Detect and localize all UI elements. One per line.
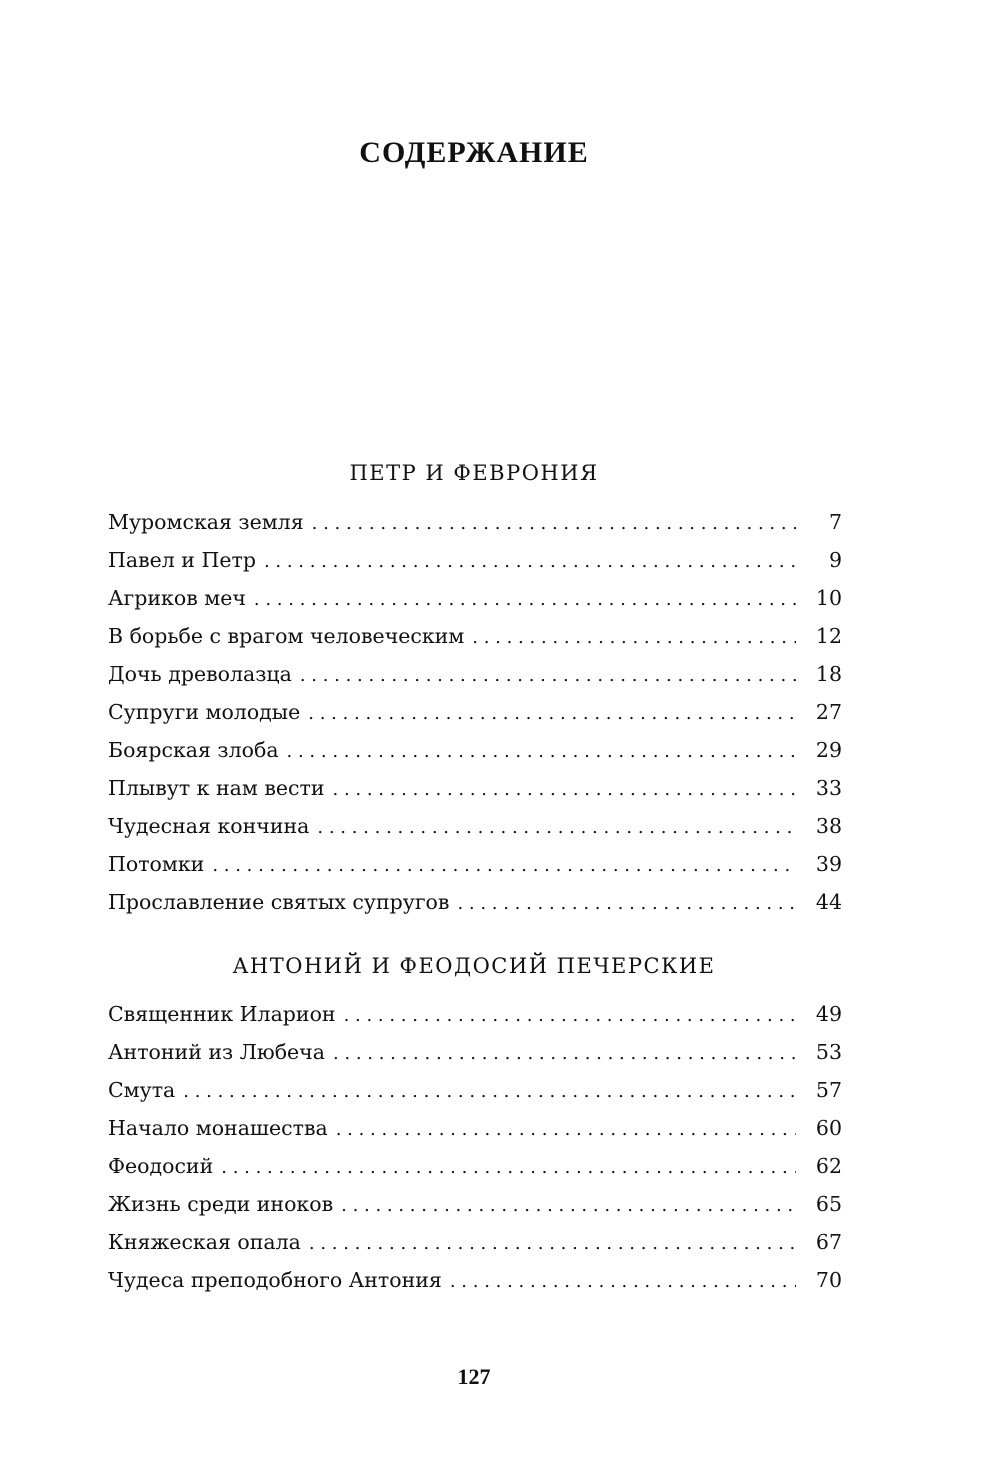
dot-leader	[300, 657, 796, 695]
toc-entry-page: 53	[815, 1040, 842, 1064]
toc-entry[interactable]	[108, 655, 842, 693]
toc-entry[interactable]	[108, 731, 842, 769]
toc-entry-page: 18	[815, 662, 842, 686]
toc-entry-title: Дочь древолазца	[108, 662, 292, 686]
toc-entry-page: 10	[815, 586, 842, 610]
dot-leader	[472, 619, 796, 657]
toc-entry[interactable]	[108, 1261, 842, 1299]
dot-leader	[333, 1035, 796, 1073]
toc-entry-title: Начало монашества	[108, 1116, 328, 1140]
toc-entry[interactable]	[108, 693, 842, 731]
toc-entry-page: 62	[815, 1154, 842, 1178]
toc-entry-page: 57	[815, 1078, 842, 1102]
toc-entry-page: 33	[815, 776, 842, 800]
toc-entry-page: 12	[815, 624, 842, 648]
toc-entry-page: 65	[815, 1192, 842, 1216]
toc-entry-page: 9	[828, 548, 842, 572]
page-title: СОДЕРЖАНИЕ	[359, 136, 589, 169]
toc-entry-title: Княжеская опала	[108, 1230, 301, 1254]
toc-entry[interactable]	[108, 541, 842, 579]
dot-leader	[341, 1187, 796, 1225]
section-heading-petr-i-fevronia: ПЕТР И ФЕВРОНИЯ	[349, 461, 599, 485]
toc-entry-title: Прославление святых супругов	[108, 890, 450, 914]
toc-entry-page: 67	[815, 1230, 842, 1254]
toc-entry-page: 49	[815, 1002, 842, 1026]
toc-entry-page: 38	[815, 814, 842, 838]
dot-leader	[457, 885, 796, 923]
toc-entry-title: Феодосий	[108, 1154, 214, 1178]
toc-entry-page: 29	[815, 738, 842, 762]
dot-leader	[264, 543, 796, 581]
dot-leader	[312, 505, 796, 543]
toc-entry-title: Потомки	[108, 852, 205, 876]
toc-entry-page: 27	[815, 700, 842, 724]
toc-entry[interactable]	[108, 1109, 842, 1147]
toc-entry-page: 39	[815, 852, 842, 876]
toc-entry-title: Павел и Петр	[108, 548, 256, 572]
dot-leader	[333, 771, 796, 809]
toc-entry[interactable]	[108, 579, 842, 617]
toc-entry[interactable]	[108, 503, 842, 541]
toc-entry-title: Священник Иларион	[108, 1002, 336, 1026]
toc-entry[interactable]	[108, 995, 842, 1033]
toc-entry[interactable]	[108, 769, 842, 807]
toc-entry-page: 70	[815, 1268, 842, 1292]
toc-entry[interactable]	[108, 883, 842, 921]
dot-leader	[336, 1111, 796, 1149]
dot-leader	[221, 1149, 796, 1187]
toc-entry[interactable]	[108, 1033, 842, 1071]
toc-entry[interactable]	[108, 617, 842, 655]
toc-entry-title: Антоний из Любеча	[108, 1040, 325, 1064]
toc-entry[interactable]	[108, 1223, 842, 1261]
dot-leader	[287, 733, 796, 771]
section-heading-antoniy-i-feodosiy: АНТОНИЙ И ФЕОДОСИЙ ПЕЧЕРСКИЕ	[232, 954, 716, 978]
toc-entry-page: 44	[815, 890, 842, 914]
dot-leader	[309, 1225, 796, 1263]
toc-list-section-1	[108, 503, 842, 921]
toc-entry-title: Супруги молодые	[108, 700, 301, 724]
dot-leader	[212, 847, 796, 885]
toc-entry[interactable]	[108, 1071, 842, 1109]
toc-entry-title: Чудесная кончина	[108, 814, 310, 838]
toc-entry-title: Боярская злоба	[108, 738, 279, 762]
toc-entry-title: Муромская земля	[108, 510, 304, 534]
dot-leader	[344, 997, 796, 1035]
dot-leader	[317, 809, 796, 847]
toc-entry-page: 7	[828, 510, 842, 534]
toc-list-section-2	[108, 995, 842, 1299]
dot-leader	[450, 1263, 796, 1301]
toc-entry[interactable]	[108, 1147, 842, 1185]
dot-leader	[254, 581, 796, 619]
toc-entry-title: Жизнь среди иноков	[108, 1192, 334, 1216]
toc-entry-title: Агриков меч	[108, 586, 246, 610]
toc-entry-title: Смута	[108, 1078, 176, 1102]
toc-entry-title: Чудеса преподобного Антония	[108, 1268, 442, 1292]
toc-entry-title: Плывут к нам вести	[108, 776, 325, 800]
dot-leader	[308, 695, 796, 733]
toc-entry-title: В борьбе с врагом человеческим	[108, 624, 465, 648]
toc-entry-page: 60	[815, 1116, 842, 1140]
toc-entry[interactable]	[108, 845, 842, 883]
toc-entry[interactable]	[108, 807, 842, 845]
dot-leader	[183, 1073, 796, 1111]
toc-entry[interactable]	[108, 1185, 842, 1223]
page-number: 127	[457, 1364, 491, 1389]
